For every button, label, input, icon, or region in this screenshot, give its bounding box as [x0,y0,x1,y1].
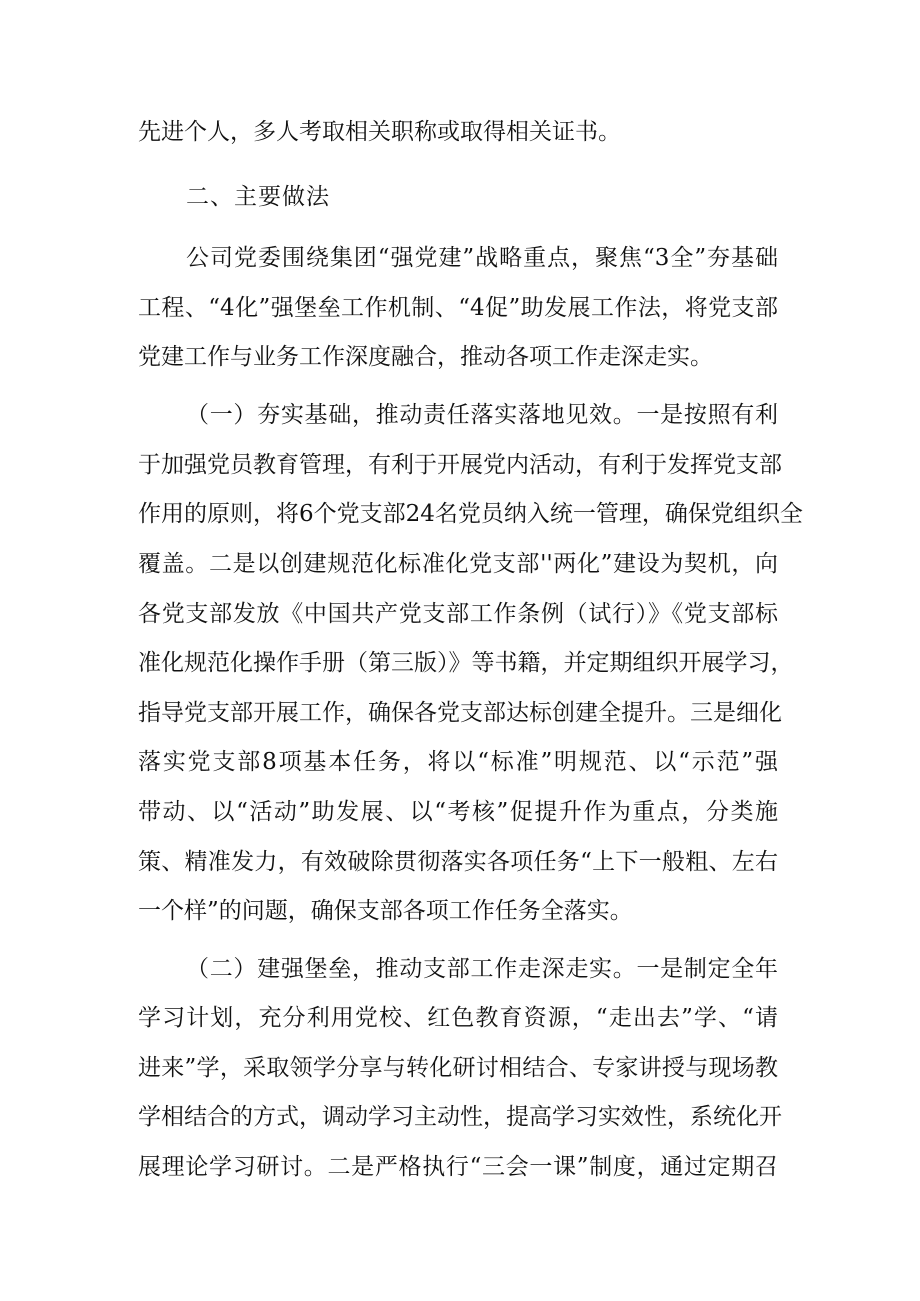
paragraph-line: 落实党支部8项基本任务，将以“标准”明规范、以“示范”强 [138,749,778,775]
paragraph-line: 党建工作与业务工作深度融合，推动各项工作走深走实。 [138,344,713,370]
paragraph-line: 工程、“4化”强堡垒工作机制、“4促”助发展工作法，将党支部 [138,295,778,321]
paragraph-line: 学习计划，充分利用党校、红色教育资源，“走出去”学、“请 [138,1005,778,1031]
paragraph-line: 展理论学习研讨。二是严格执行“三会一课”制度，通过定期召 [138,1154,778,1180]
paragraph-line: （一）夯实基础，推动责任落实落地见效。一是按照有利 [186,402,778,428]
paragraph-line: 各党支部发放《中国共产党支部工作条例（试行）》《党支部标 [138,601,778,627]
intro-text-line: 先进个人，多人考取相关职称或取得相关证书。 [138,119,621,145]
paragraph-line: 带动、以“活动”助发展、以“考核”促提升作为重点，分类施 [138,799,778,825]
paragraph-line: 指导党支部开展工作，确保各党支部达标创建全提升。三是细化 [138,700,782,726]
paragraph-line: 学相结合的方式，调动学习主动性，提高学习实效性，系统化开 [138,1104,782,1130]
paragraph-line: 公司党委围绕集团“强党建”战略重点，聚焦“3全”夯基础 [186,245,778,271]
paragraph-line: 一个样”的问题，确保支部各项工作任务全落实。 [138,898,633,924]
paragraph-line: （二）建强堡垒，推动支部工作走深走实。一是制定全年 [186,956,778,982]
paragraph-line: 进来”学，采取领学分享与转化研讨相结合、专家讲授与现场教 [138,1055,778,1081]
paragraph-line: 覆盖。二是以创建规范化标准化党支部''两化”建设为契机，向 [138,551,778,577]
paragraph-line: 作用的原则，将6个党支部24名党员纳入统一管理，确保党组织全 [138,501,803,527]
paragraph-line: 策、精准发力，有效破除贯彻落实各项任务“上下一般粗、左右 [138,849,778,875]
section-heading: 二、主要做法 [186,184,330,210]
paragraph-line: 于加强党员教育管理，有利于开展党内活动，有利于发挥党支部 [138,452,782,478]
paragraph-line: 准化规范化操作手册（第三版）》等书籍，并定期组织开展学习， [138,650,794,676]
